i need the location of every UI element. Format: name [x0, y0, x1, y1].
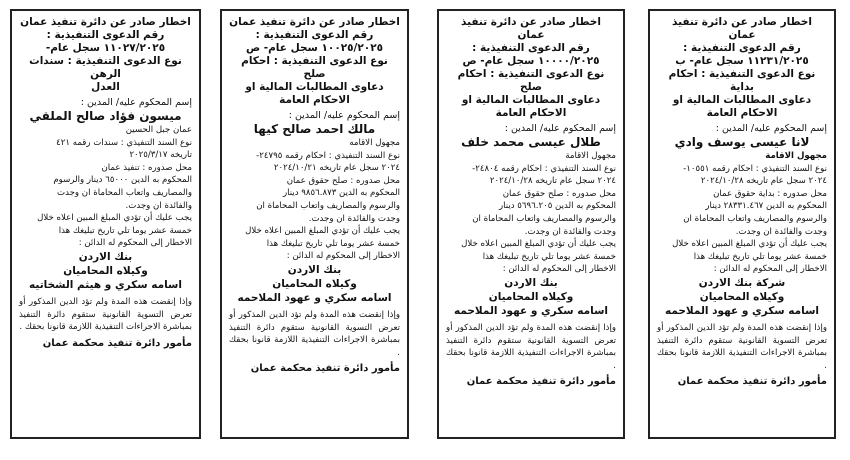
notice-line: المحكوم به الدين ٦٥٠٠٠ دينار والرسوم [53, 175, 192, 186]
notice-line: الاخطار إلى المحكوم له الدائن : [78, 238, 192, 249]
creditor-name: بنك الاردن [78, 250, 133, 263]
notice-line: محل صدوره : تنفيذ عمان [101, 162, 192, 173]
debtor-label: إسم المحكوم عليه/ المدين : [715, 123, 827, 134]
creditor-name: شركة بنك الاردن [698, 276, 786, 289]
debtor-address: مجهول الاقامه [349, 138, 400, 148]
notice-line: الاخطار إلى المحكوم له الدائن : [286, 251, 400, 262]
notice-line: والرسوم والمصاريف واتعاب المحاماة ان [256, 200, 400, 211]
notice-header: اخطار صادر عن دائرة تنفيذ عمان رقم الدعوى التنفيذية : ١١٢٣١/٢٠٢٥ سجل عام- ب نوع الدعوى التنفيذية : احكام بداية دعاوى المطالبات المالية او الاحكام العامة [668, 16, 816, 119]
debtor-name: ميسون فؤاد صالح الملقي [29, 109, 182, 123]
debtor-name: طلال عيسى محمد خلف [461, 135, 601, 149]
notice-line: وجدت والفائدة ان وجدت. [735, 226, 827, 237]
notice-1 [648, 9, 836, 439]
closing-paragraph: وإذا إنقضت هذه المدة ولم تؤد الدين المذكور أو تعرض التسوية القانونية ستقوم دائرة التنفيذ بمباشرة الاجراءات التنفيذية اللازمة قانونا بحقك . [229, 309, 400, 358]
notice-line: الاخطار إلى المحكوم له الدائن : [502, 264, 616, 275]
notice-line: المحكوم به الدين ٢٨٣٣١.٤٦٧ دينار [705, 201, 827, 212]
notice-line: يجب عليك أن تؤدي المبلغ المبين اعلاه خلال [37, 213, 192, 224]
notice-line: ٢٠٢٤ سجل عام تاريخه ٢٠٢٤/١٠/٢٨ [700, 176, 827, 187]
lawyer-names: اسامه سكري و عهود الملاحمه [453, 304, 609, 317]
notice-line: محل صدوره : صلح حقوق عمان [502, 188, 616, 199]
lawyer-names: اسامه سكري و عهود الملاحمه [664, 304, 820, 317]
notice-line: نوع السند التنفيذي : احكام رقمه ٢٤٧٩٥- [256, 150, 400, 161]
notice-header: اخطار صادر عن دائرة تنفيذ عمان رقم الدعوى التنفيذية : ١٠٠٢٥/٢٠٢٥ سجل عام- ص نوع الدعوى التنفيذية : احكام صلح دعاوى المطالبات المالية او الاحكام العامة [229, 16, 400, 106]
notice-line: والفائدة ان وجدت. [125, 200, 192, 211]
notice-line: وجدت والفائدة ان وجدت. [524, 226, 616, 237]
debtor-label: إسم المحكوم عليه/ المدين : [288, 110, 400, 121]
signature: مأمور دائرة تنفيذ محكمة عمان [466, 376, 616, 388]
notice-line: نوع السند التنفيذي : احكام رقمه ١٠٥٥١- [683, 163, 827, 174]
notice-2 [437, 9, 625, 439]
notice-line: خمسة عشر يوما تلي تاريخ تبليغك هذا [482, 251, 616, 262]
creditor-agents: وكيلاه المحاميان [272, 277, 357, 290]
notice-line: والرسوم والمصاريف واتعاب المحاماة ان [683, 213, 827, 224]
debtor-label: إسم المحكوم عليه/ المدين : [80, 97, 192, 108]
notice-header: اخطار صادر عن دائرة تنفيذ عمان رقم الدعوى التنفيذية : ١١٠٢٧/٢٠٢٥ سجل عام- نوع الدعوى التنفيذية : سندات الرهن العدل [20, 16, 191, 93]
notice-line: خمسة عشر يوما تلي تاريخ تبليغك هذا [693, 251, 827, 262]
signature: مأمور دائرة تنفيذ محكمة عمان [42, 337, 192, 349]
creditor-agents: وكيلاه المحاميان [488, 290, 574, 303]
creditor-agents: وكيلاه المحاميان [63, 264, 148, 277]
notice-line: نوع السند التنفيذي : احكام رقمه ٢٤٨٠٤- [472, 163, 616, 174]
lawyer-names: اسامه سكري و هيثم الشخاتيه [29, 278, 182, 291]
signature: مأمور دائرة تنفيذ محكمة عمان [677, 376, 827, 388]
notice-line: محل صدوره : صلح حقوق عمان [286, 175, 400, 186]
notice-line: يجب عليك أن تؤدي المبلغ المبين اعلاه خلال [245, 226, 400, 237]
notice-line: تاريخه ٢٠٢٥/٣/١٧ [129, 150, 192, 161]
lawyer-names: اسامه سكري و عهود الملاحمه [237, 291, 392, 304]
notice-line: وجدت والفائدة ان وجدت. [308, 213, 400, 224]
creditor-agents: وكيلاه المحاميان [699, 290, 785, 303]
notice-line: يجب عليك أن تؤدي المبلغ المبين اعلاه خلال [672, 239, 827, 250]
notice-line: المحكوم به الدين ٩٨٥٦.٨٧٣ دينار [282, 188, 400, 199]
notice-header: اخطار صادر عن دائرة تنفيذ عمان رقم الدعوى التنفيذية : ١٠٠٠٠/٢٠٢٥ سجل عام- ص نوع الدعوى التنفيذية : احكام صلح دعاوى المطالبات المالية او الاحكام العامة [457, 16, 605, 119]
debtor-label: إسم المحكوم عليه/ المدين : [504, 123, 616, 134]
notice-line: والمصاريف واتعاب المحاماة ان وجدت [57, 187, 192, 198]
creditor-name: بنك الاردن [504, 276, 558, 289]
notice-line: والرسوم والمصاريف واتعاب المحاماة ان [472, 213, 616, 224]
debtor-address: مجهول الاقامة [565, 151, 616, 161]
notice-line: خمسة عشر يوما تلي تاريخ تبليغك هذا [58, 225, 192, 236]
debtor-address: عمان جبل الحسين [125, 125, 192, 135]
closing-paragraph: وإذا إنقضت هذه المدة ولم تؤد الدين المذكور أو تعرض التسوية القانونية ستقوم دائرة التنفيذ بمباشرة الاجراءات التنفيذية اللازمة قانونا بحقك . [446, 322, 616, 371]
debtor-address: مجهول الاقامة [765, 151, 827, 161]
creditor-name: بنك الاردن [287, 263, 342, 276]
closing-paragraph: وإذا إنقضت هذه المدة ولم تؤد الدين المذكور أو تعرض التسوية القانونية ستقوم دائرة التنفيذ بمباشرة الاجراءات التنفيذية اللازمة قانونا بحقك . [19, 296, 192, 333]
notice-line: خمسة عشر يوما تلي تاريخ تبليغك هذا [266, 238, 400, 249]
notice-line: ٢٠٢٤ سجل عام تاريخه ٢٠٢٤/١٠/٢٨ [489, 176, 616, 187]
notice-line: يجب عليك أن تؤدي المبلغ المبين اعلاه خلال [461, 239, 616, 250]
notice-line: ٢٠٢٤ سجل عام تاريخه ٢٠٢٤/١٠/٢١ [273, 163, 400, 174]
debtor-name: لانا عيسى يوسف وادي [674, 135, 810, 149]
signature: مأمور دائرة تنفيذ محكمة عمان [250, 363, 400, 375]
notice-line: المحكوم به الدين ٥٦٩٦.٢٠٥ دينار [498, 201, 616, 212]
debtor-name: مالك احمد صالح كيها [253, 122, 376, 136]
notice-line: نوع السند التنفيذي : سندات رقمه ٤٢١ [56, 137, 192, 148]
notice-4 [10, 9, 201, 439]
notice-line: الاخطار إلى المحكوم له الدائن : [713, 264, 827, 275]
notice-3 [220, 9, 409, 439]
notice-line: محل صدوره : بداية حقوق عمان [713, 188, 827, 199]
closing-paragraph: وإذا إنقضت هذه المدة ولم تؤد الدين المذكور أو تعرض التسوية القانونية ستقوم دائرة التنفيذ بمباشرة الاجراءات التنفيذية اللازمة قانونا بحقك . [657, 322, 827, 371]
